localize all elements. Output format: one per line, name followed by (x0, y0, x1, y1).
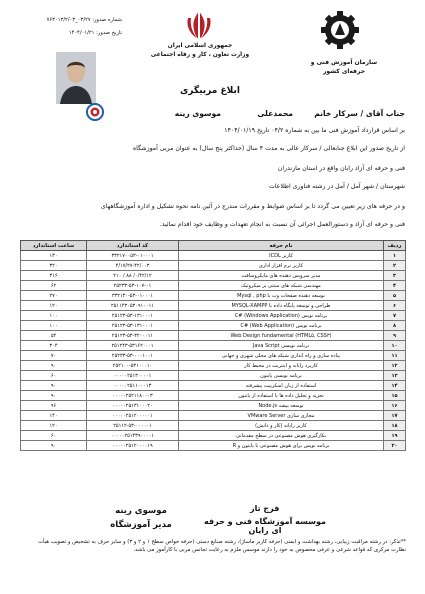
holder-signature-name: موسوی رینه (115, 506, 167, 516)
profession-table (20, 240, 406, 451)
profession-name-cell: مجازی سازی VMware Server (179, 411, 384, 421)
column-header-row-number: ردیف (384, 241, 406, 251)
table-row (21, 421, 406, 431)
reference-box (26, 14, 122, 40)
row-number-cell: ۱۰ (384, 341, 406, 351)
standard-hours-cell: ۹۰ (21, 361, 87, 371)
standard-code-cell: ۲۵۱۲۳-۵۳-۱۳۱۰۰۰۱ (87, 311, 179, 321)
table-row (21, 351, 406, 361)
profession-name-cell: توسعه پیشه Node.js (179, 401, 384, 411)
row-number-cell: ۱۱ (384, 351, 406, 361)
table-row (21, 261, 406, 271)
iran-emblem-icon (182, 8, 216, 42)
row-number-cell: ۱۲ (384, 361, 406, 371)
standard-hours-cell: ۲۷۰ (21, 291, 87, 301)
body-line-regulations: و در حرفه های زیر تعیین می گردد تا بر اساس ضوابط و مقررات مندرج در آئین نامه نحوه تشکیل و اداره آموزشگاههای (100, 203, 405, 210)
standard-code-cell: ۰۰۰۰۰۲۵۱۴۳۹۰۰۰۰۱ (87, 431, 179, 441)
profession-name-cell: کاربر نرم افزار اداری (179, 261, 384, 271)
standard-hours-cell: ۶۰ (21, 371, 87, 381)
standard-hours-cell: ۱۳۰ (21, 251, 87, 261)
column-header-standard-code: کد استاندارد (87, 241, 179, 251)
standard-hours-cell: ۷۰ (21, 351, 87, 361)
reference-number: شماره صدور: ۰۳/۲۷_۷۶۳۰۱۳/۲/۰۳ (46, 17, 122, 23)
table-row (21, 371, 406, 381)
standard-hours-cell: ۱۰۰ (21, 321, 87, 331)
profession-name-cell: (Web Design fundamental (HTML۵, CSS۳ (179, 331, 384, 341)
standard-code-cell: ۰۰۰۰۰۲۵۱۳۱۰۰۰۲۰ (87, 401, 179, 411)
standard-code-cell: ۲۵۱۲۳-۵۳-۱۳۱۰۰۰۱ (87, 321, 179, 331)
profession-name-cell: کاربر رایانه (کار و دانش) (179, 421, 384, 431)
row-number-cell: ۱۶ (384, 401, 406, 411)
table-row (21, 441, 406, 451)
row-number-cell: ۳ (384, 271, 406, 281)
standard-hours-cell: ۳۲۰ (21, 261, 87, 271)
holder-photo (56, 52, 96, 104)
standard-hours-cell: ۶۰ (21, 431, 87, 441)
standard-code-cell: ۴/۱۷/۲۷-۴۲/۰۰۳ (87, 261, 179, 271)
salutation: جناب آقای / سرکار خانم (314, 109, 405, 118)
institute-name: موسسه آموزشگاه فنی و حرفه ای رایان (204, 517, 326, 535)
profession-name-cell: کاربر ICDL (179, 251, 384, 261)
row-number-cell: ۷ (384, 311, 406, 321)
stamp-badge-icon (86, 103, 104, 121)
father-name: محمدعلی (257, 109, 293, 118)
portrait-image (56, 52, 96, 104)
organization-gear-logo-icon (318, 8, 362, 58)
issue-date: تاریخ صدور: ۱۴۰۴/۰۱/۲۱ (68, 30, 122, 36)
table-row (21, 411, 406, 421)
standard-hours-cell: ۹۰ (21, 381, 87, 391)
standard-code-cell: ۲۵۱۱۴۳۰۵۳۰۹۱۰۰۱۱ (87, 301, 179, 311)
profession-name-cell: استفاده از زبان اسکریپت پیشرفته (179, 381, 384, 391)
row-number-cell: ۴ (384, 281, 406, 291)
issuer-name: فرج تاز (250, 504, 280, 513)
standard-hours-cell: ۹۰ (21, 391, 87, 401)
row-number-cell: ۲۰ (384, 441, 406, 451)
column-header-profession: نام حرفه (179, 241, 384, 251)
body-line-duration: از تاریخ صدور این ابلاغ جنابعالی / سرکار عالی به مدت ۴ سال (حداکثر پنج سال) به عنوان مربی آموزشگاه (132, 145, 405, 152)
standard-hours-cell: ۶۲ (21, 281, 87, 291)
table-row (21, 291, 406, 301)
row-number-cell: ۲ (384, 261, 406, 271)
table-row (21, 271, 406, 281)
body-line-institute: فنی و حرفه ای آزاد رایان واقع در استان مازندران (277, 165, 405, 172)
profession-name-cell: برنامه نویس C# (Windows Application) (179, 311, 384, 321)
profession-name-cell: برنامه نویس C# (Web Application) (179, 321, 384, 331)
profession-name-cell: کاربرد رایانه و اینترنت در محیط کار (179, 361, 384, 371)
profession-name-cell: مهندسی شبکه های مبتنی بر میکروتیک (179, 281, 384, 291)
profession-name-cell: پیاده سازی و راه اندازی شبکه های محلی شهری و جهانی (179, 351, 384, 361)
column-header-standard-hours: ساعت استاندارد (21, 241, 87, 251)
organization-name: سازمان آموزش فنی و حرفه‌ای کشور (310, 59, 378, 75)
standard-code-cell: ۲۵۱۲۳-۵۳-۳۲۰۰۰۱۱ (87, 331, 179, 341)
row-number-cell: ۱۵ (384, 391, 406, 401)
row-number-cell: ۶ (384, 301, 406, 311)
profession-name-cell: برنامه نویسی پایتون (179, 371, 384, 381)
standard-code-cell: ۳۳۲۱۳۰-۵۳-۰۱۰۰۰۱ (87, 291, 179, 301)
table-row (21, 401, 406, 411)
table-row (21, 361, 406, 371)
profession-name-cell: برنامه نویسی Java Script (179, 341, 384, 351)
table-row (21, 381, 406, 391)
table-body (21, 251, 406, 451)
government-heading (150, 42, 250, 60)
standard-code-cell: ۰۰۰۰۰۲۵۱۱۰۰۰۱۳ (87, 381, 179, 391)
profession-name-cell: توسعه دهنده صفحات وب با Mysql , php (179, 291, 384, 301)
standard-code-cell: ۳۳۲۱۷۰۰۵۳-۰۱۰۰۰۱ (87, 251, 179, 261)
standard-code-cell: ۲۵۲۳۳-۵۳-۱۰۷-۰۱ (87, 281, 179, 291)
row-number-cell: ۱۹ (384, 431, 406, 441)
row-number-cell: ۱۸ (384, 421, 406, 431)
standard-hours-cell: ۳۱۶ (21, 271, 87, 281)
table-row (21, 281, 406, 291)
profession-name-cell: برنامه نویس برای هوش مصنوعی با پایتون و R (179, 441, 384, 451)
row-number-cell: ۵ (384, 291, 406, 301)
standard-code-cell: ۲۵۱۱۲-۵۳-۰۰۰۰۰۱ (87, 421, 179, 431)
standard-hours-cell: ۹۶ (21, 401, 87, 411)
ministry-name: وزارت تعاون ، کار و رفاه اجتماعی (150, 52, 250, 58)
row-number-cell: ۱۳ (384, 371, 406, 381)
row-number-cell: ۸ (384, 321, 406, 331)
standard-code-cell: ۰۰۰۰۰۲۵۱۳۰۰۰۰۱ (87, 371, 179, 381)
holder-full-name: موسوی رینه (174, 109, 221, 118)
standard-code-cell: ۲۵۲۱۰۰-۵۳۱۰۰۰۱۰ (87, 361, 179, 371)
profession-name-cell: طراحی و توسعه پایگاه داده با MYSQL-XAMPP (179, 301, 384, 311)
standard-hours-cell: ۵۴ (21, 331, 87, 341)
profession-name-cell: تجزیه و تحلیل داده ها با استفاده از پایتون (179, 391, 384, 401)
issuer-title: مدیر آموزشگاه (110, 520, 172, 530)
standard-hours-cell: ۱۴۰ (21, 411, 87, 421)
country-name: جمهوری اسلامی ایران (167, 43, 233, 49)
standard-hours-cell: ۳۰۴ (21, 341, 87, 351)
standard-hours-cell: ۱۲۰ (21, 301, 87, 311)
row-number-cell: ۱۴ (384, 381, 406, 391)
table-row (21, 391, 406, 401)
profession-name-cell: مدیر سرویس دهنده های مایکروسافت (179, 271, 384, 281)
standard-hours-cell: ۹۰ (21, 441, 87, 451)
row-number-cell: ۹ (384, 331, 406, 341)
table-row (21, 321, 406, 331)
body-line-city-field: شهرستان / شهر آمل / آمل در رشته فناوری اطلاعات (268, 183, 405, 190)
row-number-cell: ۱۷ (384, 411, 406, 421)
table-row (21, 311, 406, 321)
standard-code-cell: ۰۰۰۰۰۲۵۱۲۰۰۰۰۱۹ (87, 441, 179, 451)
row-number-cell: ۱ (384, 251, 406, 261)
standard-code-cell: ۰۰۰۰۰۲۵۱۲۰۰۰۰۰۱ (87, 411, 179, 421)
body-line-obligations: فنی و حرفه ای آزاد و دستورالعمل اجرائی آن نسبت به انجام تعهدات و وظایف خود اقدام نمائید. (159, 221, 405, 228)
standard-hours-cell: ۱۰۰ (21, 311, 87, 321)
profession-name-cell: بکارگیری هوش مصنوعی در سطح مقدماتی (179, 431, 384, 441)
table-row (21, 341, 406, 351)
footnote: **تذکر: در رشته مراقبت زیبایی، رشته بهداشت و ایمنی (حرفه کاربر ماساژ)، رشته صنایع دستی (حرفه خواص سطح ۱ و ۲ و ۳) و سایر حرف به تشخیص و تصویب هیأت نظارت مرکزی که قواعد شرعی و عرفی مخصوص به خود را دارند موسس ملزم به رعایت تجانس مربی با کارآموز می باشد. (38, 539, 406, 553)
table-row (21, 301, 406, 311)
standard-hours-cell: ۱۲۰ (21, 421, 87, 431)
table-row (21, 331, 406, 341)
standard-code-cell: ۰/۴۲/۱۲/ ۸۸ / ۲۱۰ (87, 271, 179, 281)
document-title: ابلاغ مربیگری (180, 86, 240, 96)
table-row (21, 251, 406, 261)
table-header-row (21, 241, 406, 251)
standard-code-cell: ۰۰۰۰۰۲۵۲۱۱۸۰۰۰۳ (87, 391, 179, 401)
body-line-contract: بر اساس قرارداد آموزش فنی ما بین به شماره ۰۴/۲ تاریخ ۱۴۰۴/۰۱/۱۹ (224, 127, 405, 134)
table-row (21, 431, 406, 441)
standard-code-cell: ۲۵۲۳۳-۵۳-۰۰۰۱۰۰۱ (87, 351, 179, 361)
standard-code-cell: ۲۵۱۲۴۳-۵۳۱۶۲۰۰۰۱ (87, 341, 179, 351)
